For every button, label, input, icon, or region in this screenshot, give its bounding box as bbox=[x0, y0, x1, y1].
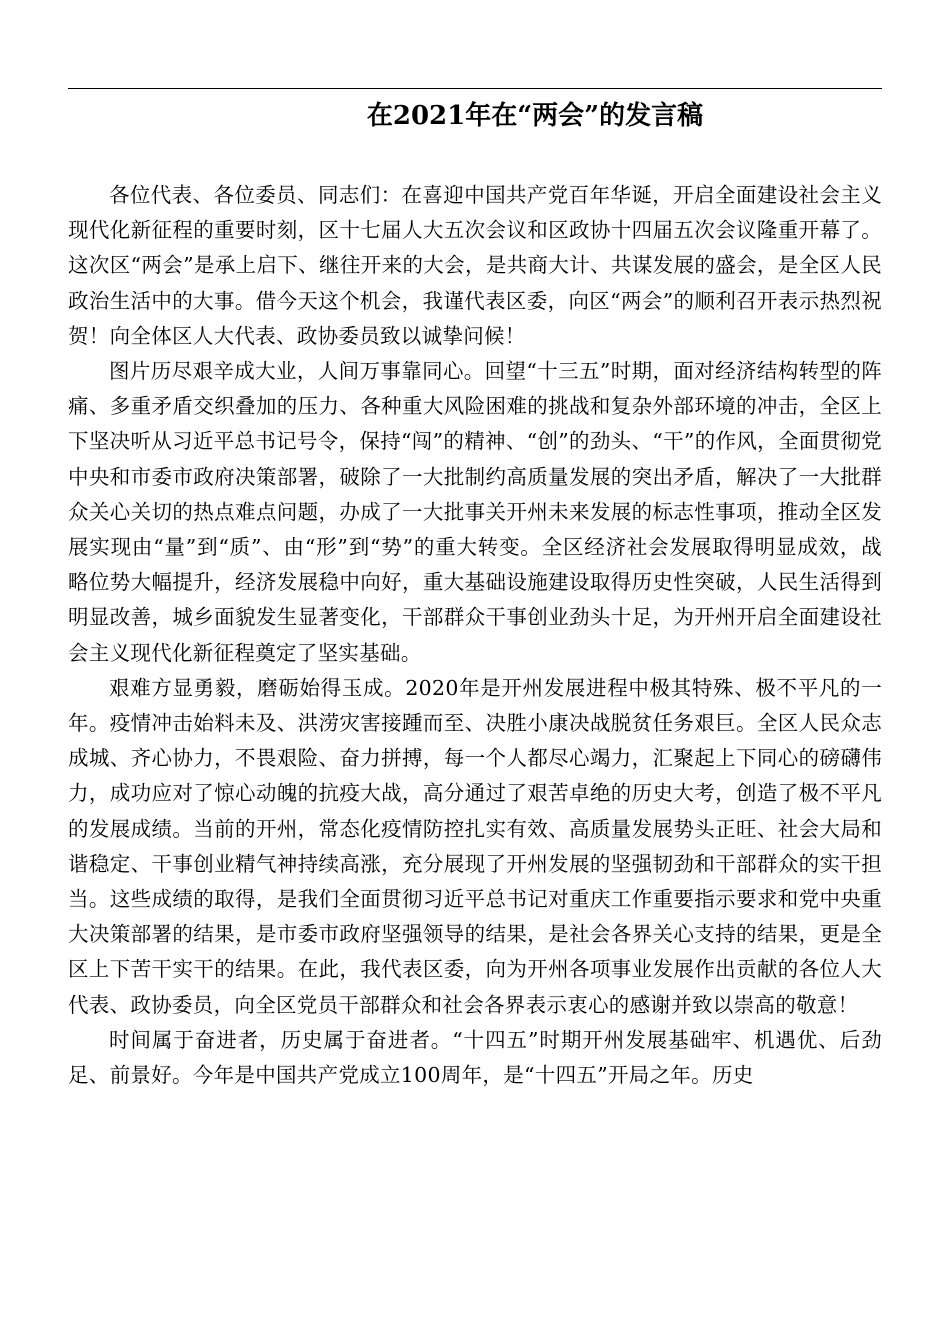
paragraph-3: 艰难方显勇毅，磨砺始得玉成。2020年是开州发展进程中极其特殊、极不平凡的一年。疫情冲击始料未及、洪涝灾害接踵而至、决胜小康决战脱贫任务艰巨。全区人民众志成城、齐心协力，不畏艰险、奋力拼搏，每一个人都尽心竭力，汇聚起上下同心的磅礴伟力，成功应对了惊心动魄的抗疫大战，高分通过了艰苦卓绝的历史大考，创造了极不平凡的发展成绩。当前的开州，常态化疫情防控扎实有效、高质量发展势头正旺、社会大局和谐稳定、干事创业精气神持续高涨，充分展现了开州发展的坚强韧劲和干部群众的实干担当。这些成绩的取得，是我们全面贯彻习近平总书记对重庆工作重要指示要求和党中央重大决策部署的结果，是市委市政府坚强领导的结果，是社会各界关心支持的结果，更是全区上下苦干实干的结果。在此，我代表区委，向为开州各项事业发展作出贡献的各位人大代表、政协委员，向全区党员干部群众和社会各界表示衷心的感谢并致以崇高的敬意！ bbox=[68, 675, 882, 1017]
document-title: 在2021年在“两会”的发言稿 bbox=[366, 101, 704, 131]
paragraph-2: 图片历尽艰辛成大业，人间万事靠同心。回望“十三五”时期，面对经济结构转型的阵痛、多重矛盾交织叠加的压力、各种重大风险困难的挑战和复杂外部环境的冲击，全区上下坚决听从习近平总书记号令，保持“闯”的精神、“创”的劲头、“干”的作风，全面贯彻党中央和市委市政府决策部署，破除了一大批制约高质量发展的突出矛盾，解决了一大批群众关心关切的热点难点问题，办成了一大批事关开州未来发展的标志性事项，推动全区发展实现由“量”到“质”、由“形”到“势”的重大转变。全区经济社会发展取得明显成效，战略位势大幅提升，经济发展稳中向好，重大基础设施建设取得历史性突破，人民生活得到明显改善，城乡面貌发生显著变化，干部群众干事创业劲头十足，为开州开启全面建设社会主义现代化新征程奠定了坚实基础。 bbox=[68, 359, 882, 665]
header-rule bbox=[68, 88, 882, 89]
paragraph-4: 时间属于奋进者，历史属于奋进者。“十四五”时期开州发展基础牢、机遇优、后劲足、前景好。今年是中国共产党成立100周年，是“十四五”开局之年。历史 bbox=[68, 1027, 882, 1088]
paragraph-1: 各位代表、各位委员、同志们：在喜迎中国共产党百年华诞，开启全面建设社会主义现代化新征程的重要时刻，区十七届人大五次会议和区政协十四届五次会议隆重开幕了。这次区“两会”是承上启下、继往开来的大会，是共商大计、共谋发展的盛会，是全区人民政治生活中的大事。借今天这个机会，我谨代表区委，向区“两会”的顺利召开表示热烈祝贺！向全体区人大代表、政协委员致以诚挚问候！ bbox=[68, 183, 882, 348]
document-body bbox=[68, 178, 882, 1093]
